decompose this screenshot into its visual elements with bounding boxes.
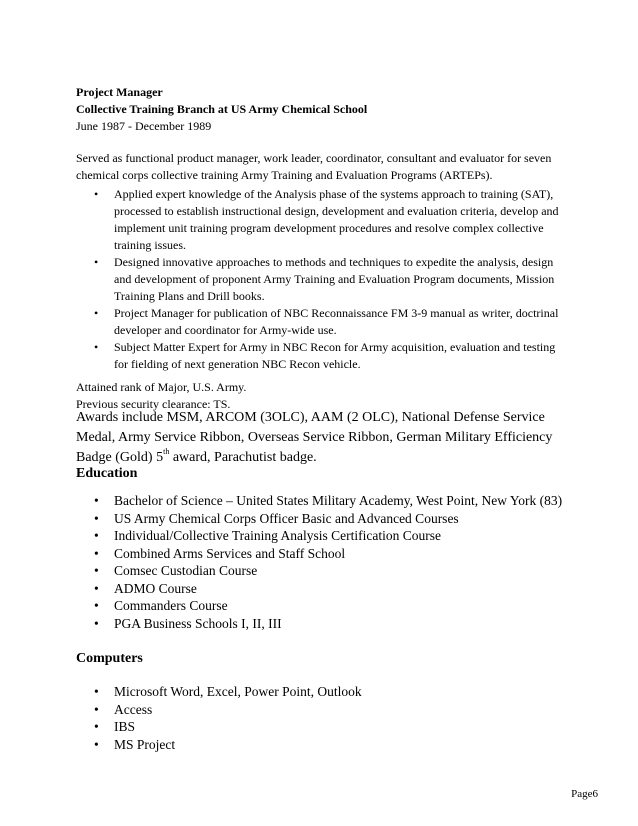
list-item: • PGA Business Schools I, II, III bbox=[76, 615, 566, 633]
education-heading: Education bbox=[76, 466, 138, 481]
list-item: • Microsoft Word, Excel, Power Point, Outlook bbox=[76, 683, 566, 701]
awards-main: Awards include MSM, ARCOM (3OLC), AAM (2 OLC), National Defense Service Medal, Army Service Ribbon, Overseas Service Ribbon, German Military Efficiency Badge (Gold) 5 bbox=[76, 410, 553, 465]
computers-heading: Computers bbox=[76, 651, 143, 666]
clearance-text: Previous security clearance: TS. bbox=[76, 397, 231, 411]
list-item: • Bachelor of Science – United States Military Academy, West Point, New York (83) bbox=[76, 492, 566, 510]
job-dates: June 1987 - December 1989 bbox=[76, 119, 212, 133]
job-title: Project Manager bbox=[76, 85, 163, 99]
list-item: • US Army Chemical Corps Officer Basic and Advanced Courses bbox=[76, 510, 566, 528]
list-item: • Commanders Course bbox=[76, 597, 566, 615]
education-list bbox=[76, 492, 566, 632]
page-number: Page6 bbox=[571, 788, 598, 800]
list-item: • Applied expert knowledge of the Analysis phase of the systems approach to training (SAT), processed to establish instructional design, development and evaluation criteria, develop and implement unit training program development procedures and resolve complex collective training issues. bbox=[76, 186, 566, 254]
computers-list bbox=[76, 683, 566, 753]
list-item: • Comsec Custodian Course bbox=[76, 562, 566, 580]
list-item: • IBS bbox=[76, 718, 566, 736]
job-organization: Collective Training Branch at US Army Chemical School bbox=[76, 102, 368, 116]
job-bullets bbox=[76, 186, 566, 373]
list-item: • Access bbox=[76, 701, 566, 719]
awards-superscript: th bbox=[163, 447, 170, 457]
awards-end: award, Parachutist badge. bbox=[169, 450, 317, 465]
rank-text: Attained rank of Major, U.S. Army. bbox=[76, 380, 247, 394]
list-item: • ADMO Course bbox=[76, 580, 566, 598]
awards-text bbox=[76, 408, 566, 468]
list-item: • Individual/Collective Training Analysis Certification Course bbox=[76, 527, 566, 545]
job-summary: Served as functional product manager, work leader, coordinator, consultant and evaluator for seven chemical corps collective training Army Training and Evaluation Programs (ARTEPs). bbox=[76, 151, 552, 182]
list-item: • Combined Arms Services and Staff School bbox=[76, 545, 566, 563]
list-item: • Project Manager for publication of NBC Reconnaissance FM 3-9 manual as writer, doctrinal developer and coordinator for Army-wide use. bbox=[76, 305, 566, 339]
list-item: • Designed innovative approaches to methods and techniques to expedite the analysis, design and development of proponent Army Training and Evaluation Program documents, Mission Training Plans and Drill books. bbox=[76, 254, 566, 305]
list-item: • Subject Matter Expert for Army in NBC Recon for Army acquisition, evaluation and testing for fielding of next generation NBC Recon vehicle. bbox=[76, 339, 566, 373]
list-item: • MS Project bbox=[76, 736, 566, 754]
job-header bbox=[76, 84, 566, 135]
